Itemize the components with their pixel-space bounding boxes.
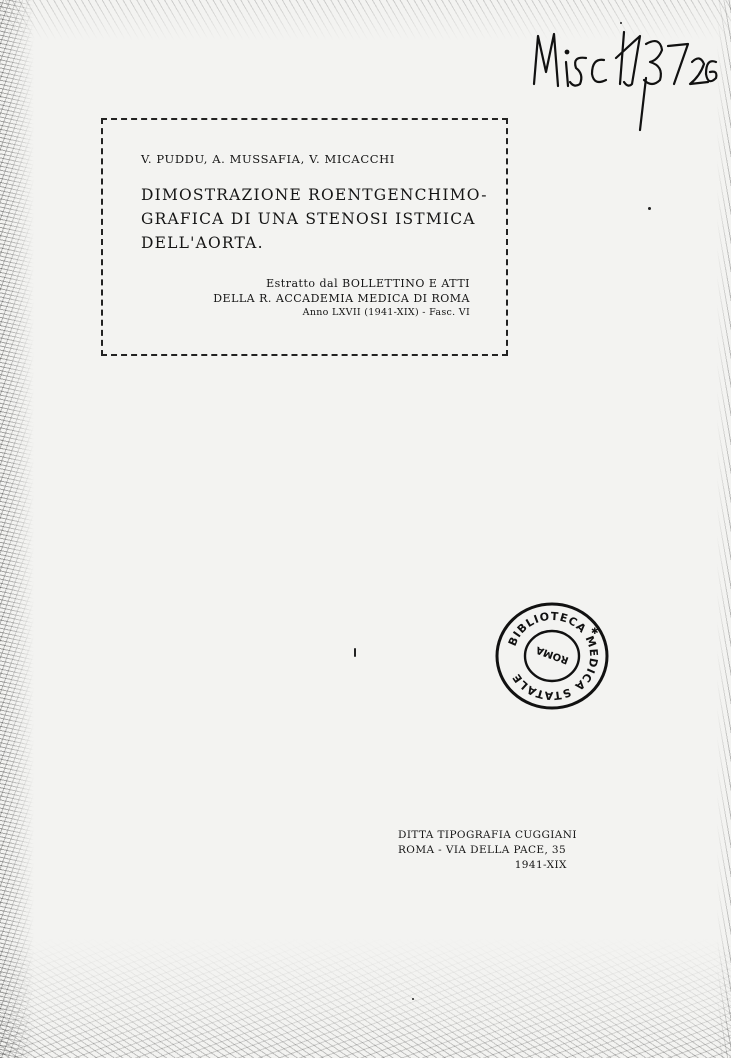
printer-line: DITTA TIPOGRAFIA CUGGIANI bbox=[398, 829, 577, 841]
extract-line: Anno LXVII (1941-XIX) - Fasc. VI bbox=[302, 307, 470, 318]
authors-line: V. PUDDU, A. MUSSAFIA, V. MICACCHI bbox=[141, 152, 395, 166]
printer-year: 1941-XIX bbox=[514, 859, 567, 871]
scan-speck bbox=[620, 22, 622, 24]
handwritten-shelfmark bbox=[528, 22, 718, 134]
printer-imprint bbox=[398, 828, 577, 873]
title-line: DELL'AORTA. bbox=[141, 234, 264, 252]
stamp-star-icon: ✱ bbox=[591, 627, 599, 637]
stamp-ring-text: BIBLIOTECA MEDICA STATALE bbox=[505, 609, 601, 703]
printer-line: ROMA - VIA DELLA PACE, 35 bbox=[398, 844, 567, 856]
scan-speck bbox=[648, 207, 651, 210]
scan-speck bbox=[354, 648, 356, 657]
extract-line: DELLA R. ACCADEMIA MEDICA DI ROMA bbox=[213, 291, 470, 305]
title-line: DIMOSTRAZIONE ROENTGENCHIMO- bbox=[141, 186, 488, 204]
scan-edge-left bbox=[0, 0, 34, 1058]
scan-edge-right bbox=[717, 0, 731, 1058]
scan-speck bbox=[412, 998, 414, 1000]
stamp-center-text: ROMA bbox=[534, 643, 571, 666]
article-title bbox=[141, 183, 488, 255]
library-stamp bbox=[493, 600, 611, 712]
extract-citation bbox=[180, 277, 470, 321]
scan-edge-bottom bbox=[0, 938, 731, 1058]
title-line: GRAFICA DI UNA STENOSI ISTMICA bbox=[141, 210, 476, 228]
extract-line: Estratto dal BOLLETTINO E ATTI bbox=[266, 277, 470, 290]
